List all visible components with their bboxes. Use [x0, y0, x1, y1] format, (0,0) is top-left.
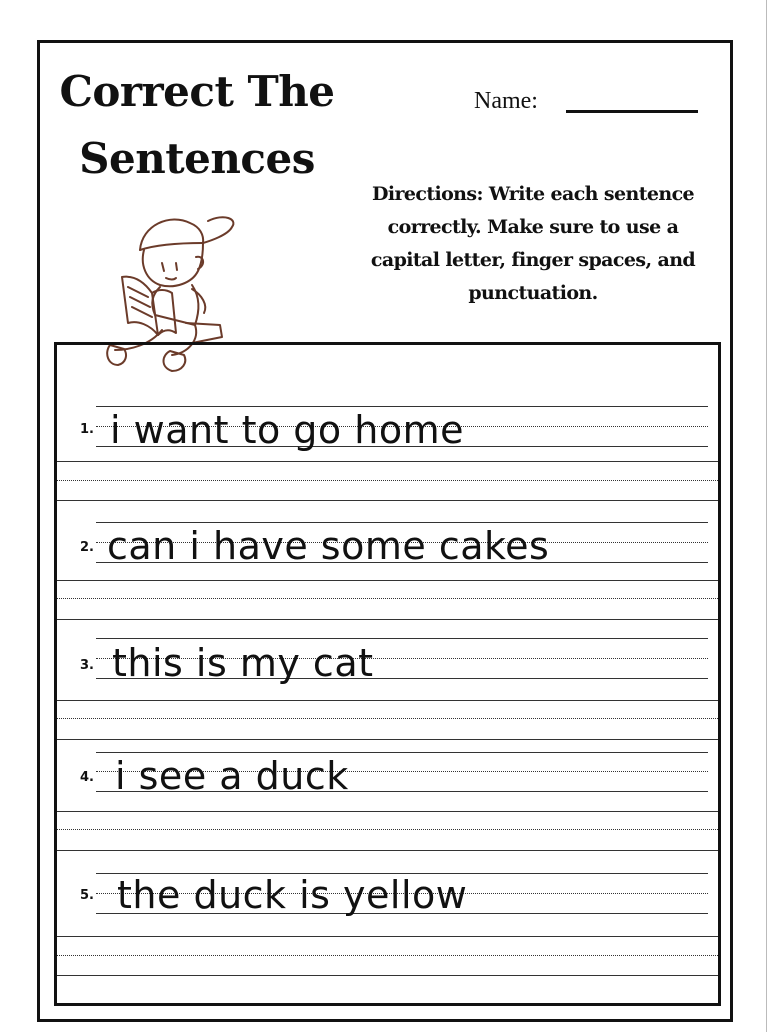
sentence-number-2: 2.	[80, 540, 94, 555]
sentence-text-4: i see a duck	[115, 754, 349, 798]
name-blank-line[interactable]	[566, 110, 698, 113]
worksheet-title	[52, 58, 342, 192]
sentence-text-2: can i have some cakes	[107, 524, 550, 568]
sentence-number-4: 4.	[80, 770, 94, 785]
sentence-text-1: i want to go home	[110, 408, 464, 452]
sentence-text-3: this is my cat	[112, 641, 374, 685]
title-line-1: Correct The	[59, 67, 335, 116]
sentence-number-1: 1.	[80, 422, 94, 437]
sentence-number-5: 5.	[80, 888, 94, 903]
title-line-2: Sentences	[79, 134, 315, 183]
sentence-number-3: 3.	[80, 658, 94, 673]
directions-text: Directions: Write each sentence correctly. Make sure to use a capital letter, finger spaces, and punctuation.	[370, 183, 696, 304]
page-edge-line	[766, 0, 767, 1032]
sentence-text-5: the duck is yellow	[117, 873, 468, 917]
name-label: Name:	[474, 88, 538, 114]
